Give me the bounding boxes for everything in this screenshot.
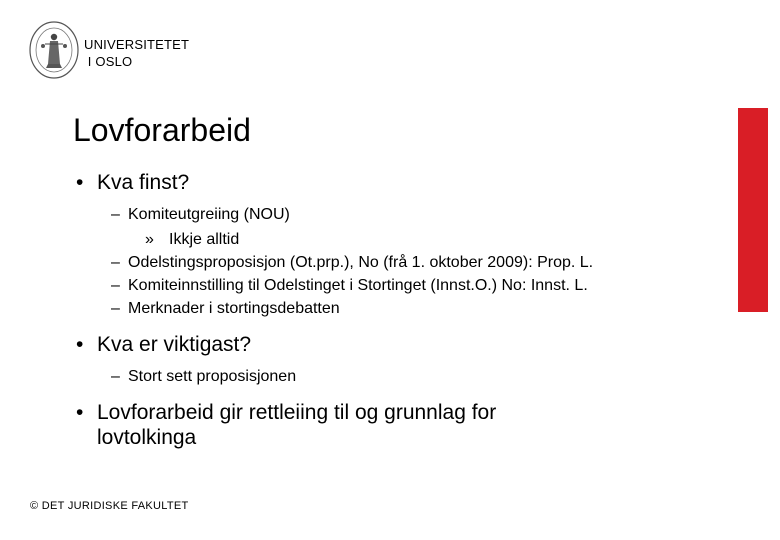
sub-bullet bbox=[74, 253, 694, 272]
bullet-text: Kva er viktigast? bbox=[97, 333, 252, 356]
sub-bullet-text: Komiteinnstilling til Odelstinget i Stortinget (Innst.O.) No: Innst. L. bbox=[128, 277, 588, 294]
sub-bullet-text: Merknader i stortingsdebatten bbox=[128, 300, 340, 317]
bullet bbox=[74, 170, 694, 195]
footer-copyright: © DET JURIDISKE FAKULTET bbox=[30, 500, 189, 512]
bullet-text: Kva finst? bbox=[97, 171, 190, 194]
bullet-marker: • bbox=[76, 333, 84, 356]
sub-bullet bbox=[74, 367, 694, 386]
dash-marker: – bbox=[111, 206, 120, 223]
sub-bullet-text: Odelstingsproposisjon (Ot.prp.), No (frå 1. oktober 2009): Prop. L. bbox=[128, 254, 594, 271]
university-seal-icon bbox=[28, 20, 80, 80]
bullet bbox=[74, 332, 694, 357]
sub-bullet-text: Komiteutgreiing (NOU) bbox=[128, 206, 290, 223]
sub-bullet-text: Stort sett proposisjonen bbox=[128, 368, 297, 385]
sub-bullet bbox=[74, 299, 694, 318]
university-name: UNIVERSITETET I OSLO bbox=[84, 37, 190, 69]
bullet-marker: • bbox=[76, 401, 84, 424]
accent-bar bbox=[738, 108, 768, 312]
slide-content bbox=[74, 170, 694, 450]
dash-marker: – bbox=[111, 277, 120, 294]
dash-marker: – bbox=[111, 300, 120, 317]
sub-sub-bullet-text: Ikkje alltid bbox=[169, 231, 240, 248]
bullet-marker: • bbox=[76, 171, 84, 194]
sub-bullet bbox=[74, 205, 694, 224]
slide-title: Lovforarbeid bbox=[73, 112, 251, 148]
guillemet-marker: » bbox=[145, 231, 154, 248]
dash-marker: – bbox=[111, 254, 120, 271]
bullet-text: Lovforarbeid gir rettleiing til og grunnlag for lovtolkinga bbox=[97, 401, 497, 449]
bullet bbox=[74, 400, 567, 450]
sub-sub-bullet bbox=[74, 230, 694, 249]
sub-bullet bbox=[74, 276, 694, 295]
dash-marker: – bbox=[111, 368, 120, 385]
